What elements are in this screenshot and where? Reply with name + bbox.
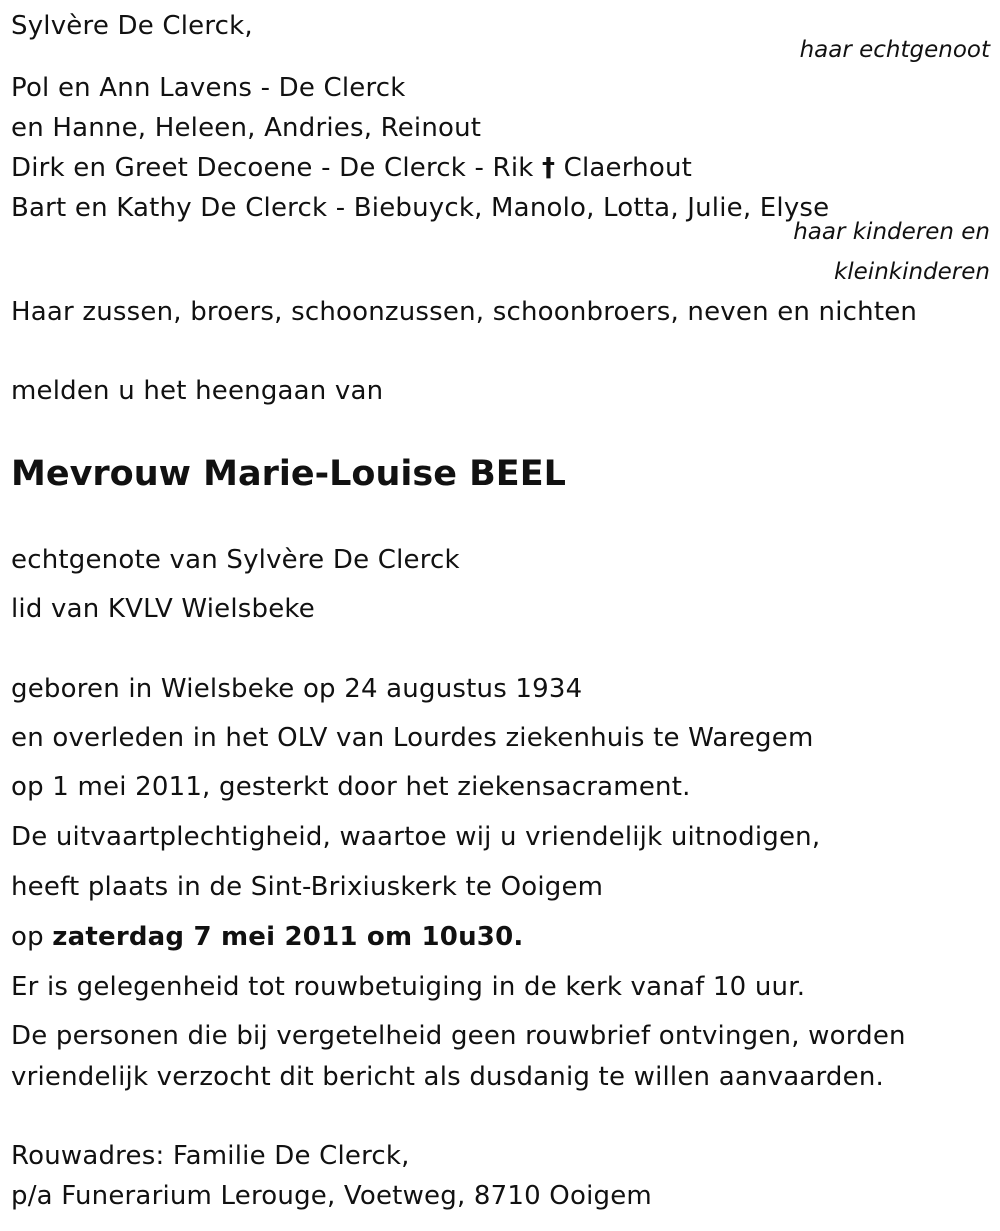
- member-of-line: lid van KVLV Wielsbeke: [11, 594, 315, 624]
- when-prefix: op: [11, 922, 44, 952]
- child-line-1: Pol en Ann Lavens - De Clerck: [11, 73, 406, 103]
- condolence-line: Er is gelegenheid tot rouwbetuiging in de kerk vanaf 10 uur.: [11, 972, 806, 1002]
- child-line-2: en Hanne, Heleen, Andries, Reinout: [11, 113, 482, 143]
- place-line: heeft plaats in de Sint-Brixiuskerk te Ooigem: [11, 872, 604, 902]
- deceased-name: Mevrouw Marie-Louise BEEL: [11, 454, 566, 494]
- born-line: geboren in Wielsbeke op 24 augustus 1934: [11, 674, 583, 704]
- address-line-2: p/a Funerarium Lerouge, Voetweg, 8710 Ooigem: [11, 1181, 652, 1211]
- child-line-4: Bart en Kathy De Clerck - Biebuyck, Manolo, Lotta, Julie, Elyse: [11, 193, 830, 223]
- note-line-1: De personen die bij vergetelheid geen rouwbrief ontvingen, worden: [11, 1021, 906, 1051]
- when-line: [11, 921, 523, 953]
- relatives-line: Haar zussen, broers, schoonzussen, schoonbroers, neven en nichten: [11, 297, 918, 327]
- note-line-2: vriendelijk verzocht dit bericht als dusdanig te willen aanvaarden.: [11, 1062, 884, 1092]
- child-line-3-before: Dirk en Greet Decoene - De Clerck - Rik: [11, 153, 534, 183]
- children-role-2: kleinkinderen: [833, 259, 990, 285]
- spouse-role: haar echtgenoot: [799, 37, 990, 63]
- spouse-of-line: echtgenote van Sylvère De Clerck: [11, 545, 460, 575]
- died-line: en overleden in het OLV van Lourdes ziekenhuis te Waregem: [11, 723, 814, 753]
- date-line: op 1 mei 2011, gesterkt door het ziekensacrament.: [11, 772, 691, 802]
- when-bold: zaterdag 7 mei 2011 om 10u30.: [52, 922, 524, 952]
- children-role-1: haar kinderen en: [793, 219, 990, 245]
- address-line-1: Rouwadres: Familie De Clerck,: [11, 1141, 410, 1171]
- ceremony-line: De uitvaartplechtigheid, waartoe wij u vriendelijk uitnodigen,: [11, 822, 821, 852]
- child-line-3: [11, 152, 692, 184]
- announcement: melden u het heengaan van: [11, 376, 384, 406]
- cross-icon: †: [541, 153, 556, 183]
- spouse-line: Sylvère De Clerck,: [11, 11, 253, 41]
- child-line-3-after: Claerhout: [563, 153, 693, 183]
